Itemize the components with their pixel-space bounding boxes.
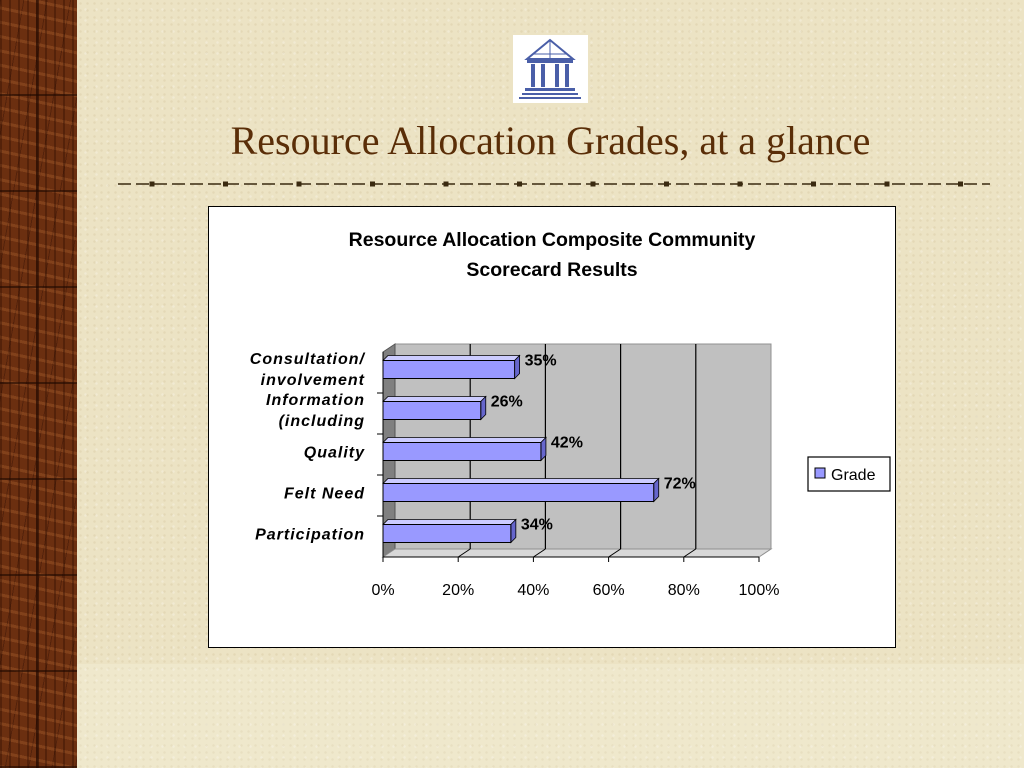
bar-top — [383, 520, 516, 525]
category-label: Consultation/ — [249, 351, 365, 368]
divider-dot — [150, 182, 155, 187]
bar — [383, 443, 541, 461]
category-label: Felt Need — [283, 485, 365, 503]
bar-top — [383, 479, 659, 484]
x-tick-label: 0% — [371, 582, 395, 599]
data-label: 35% — [524, 352, 557, 370]
data-label: 34% — [520, 516, 553, 534]
slide-title: Resource Allocation Grades, at a glance — [230, 118, 871, 163]
divider-dot — [223, 182, 228, 187]
bar — [383, 361, 515, 379]
divider-dot — [297, 182, 302, 187]
category-label: Quality — [303, 444, 365, 462]
legend-swatch — [815, 468, 825, 478]
divider-dot — [664, 182, 669, 187]
bar — [383, 525, 511, 543]
category-label: Information — [266, 392, 365, 409]
divider-dot — [517, 182, 522, 187]
divider-dot — [591, 182, 596, 187]
category-label: (including — [278, 413, 365, 430]
chart-title-line-2: Scorecard Results — [466, 259, 638, 281]
x-tick-label: 60% — [592, 582, 625, 599]
legend — [808, 457, 890, 491]
title-divider — [118, 178, 990, 190]
divider-dot — [444, 182, 449, 187]
bar-chart — [209, 207, 897, 649]
x-tick-label: 20% — [442, 582, 475, 599]
bar-top — [383, 356, 520, 361]
chart-panel — [208, 206, 896, 648]
wood-border — [0, 0, 77, 768]
chart-title-line-1: Resource Allocation Composite Community — [348, 229, 756, 251]
x-tick-label: 80% — [667, 582, 700, 599]
divider-dot — [885, 182, 890, 187]
building-columns-icon — [513, 35, 588, 103]
divider-dot — [370, 182, 375, 187]
footer-band — [77, 664, 1024, 768]
divider-dot — [958, 182, 963, 187]
data-label: 42% — [550, 434, 583, 452]
bar-top — [383, 438, 546, 443]
bar — [383, 402, 481, 420]
plot-floor — [383, 549, 771, 557]
category-label: involvement — [260, 372, 365, 389]
data-label: 26% — [490, 393, 523, 411]
x-tick-label: 100% — [738, 582, 780, 599]
x-tick-label: 40% — [517, 582, 550, 599]
divider-dot — [738, 182, 743, 187]
bar — [383, 484, 654, 502]
divider-dot — [811, 182, 816, 187]
legend-label: Grade — [831, 467, 876, 484]
bar-top — [383, 397, 486, 402]
category-label: Participation — [255, 526, 365, 544]
data-label: 72% — [663, 475, 696, 493]
